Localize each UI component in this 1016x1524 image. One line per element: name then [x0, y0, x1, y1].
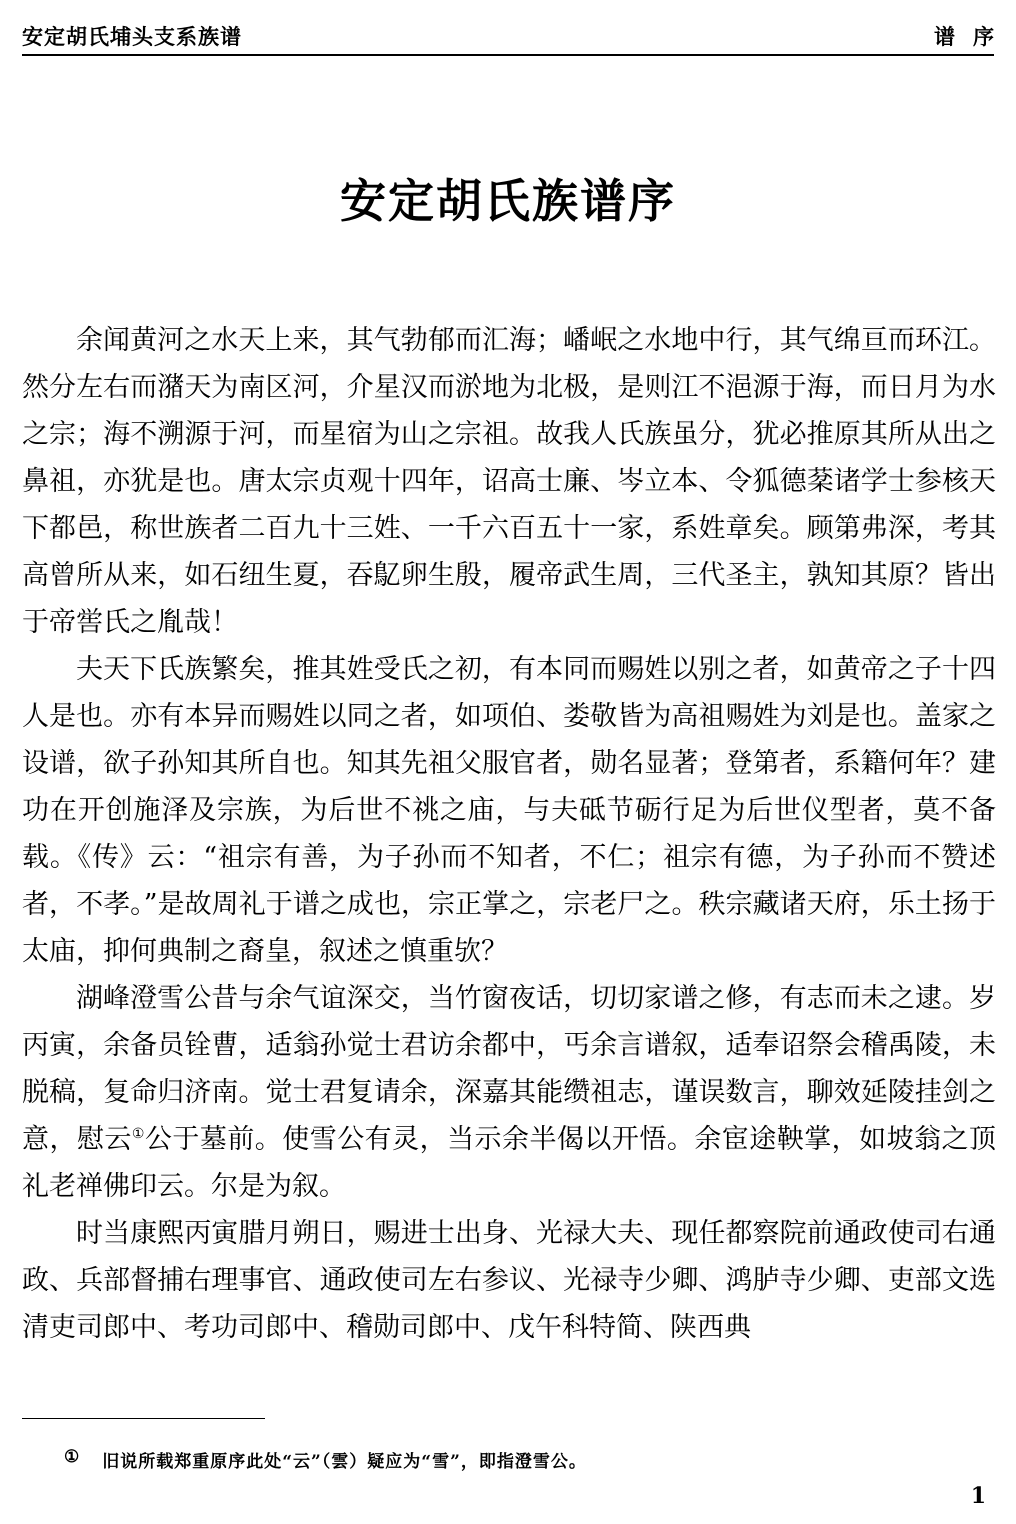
- header-book-title: 安定胡氏埔头支系族谱: [22, 24, 242, 49]
- paragraph-3-text-after: 公于墓前。使雪公有灵，当示余半偈以开悟。余宦途鞅掌，如坡翁之顶礼老禅佛印云。尔是为叙。: [22, 1124, 997, 1202]
- footnote-text: 旧说所载郑重原序此处“云”（雲）疑应为“雪”，即指澄雪公。: [102, 1452, 587, 1472]
- footnote-divider: [22, 1418, 265, 1419]
- preface-body: [22, 317, 996, 1351]
- paragraph-4: 时当康熙丙寅腊月朔日，赐进士出身、光禄大夫、现任都察院前通政使司右通政、兵部督捕右理事官、通政使司左右参议、光禄寺少卿、鸿胪寺少卿、吏部文选清吏司郎中、考功司郎中、稽勋司郎中、戊午科特简、陕西典: [22, 1218, 996, 1343]
- running-header: [22, 18, 1012, 56]
- paragraph-2: 夫天下氏族繁矣，推其姓受氏之初，有本同而赐姓以别之者，如黄帝之子十四人是也。亦有本异而赐姓以同之者，如项伯、娄敬皆为高祖赐姓为刘是也。盖家之设谱，欲子孙知其所自也。知其先祖父服官者，勋名显著；登第者，系籍何年？建功在开创施泽及宗族，为后世不祧之庙，与夫砥节砺行足为后世仪型者，莫不备载。《传》云：“祖宗有善，为子孙而不知者，不仁；祖宗有德，为子孙而不赞述者，不孝。”是故周礼于谱之成也，宗正掌之，宗老尸之。秩宗藏诸天府，乐土扬于太庙，抑何典制之裔皇，叙述之慎重欤？: [22, 654, 996, 967]
- paragraph-1: 余闻黄河之水天上来，其气勃郁而汇海；嶓岷之水地中行，其气绵亘而环江。然分左右而潴天为南区河，介星汉而淤地为北极，是则江不浥源于海，而日月为水之宗；海不溯源于河，而星宿为山之宗祖。故我人氏族虽分，犹必推原其所从出之鼻祖，亦犹是也。唐太宗贞观十四年，诏高士廉、岑立本、令狐德棻诸学士参核天下都邑，称世族者二百九十三姓、一千六百五十一家，系姓章矣。顾第弗深，考其高曾所从来，如石纽生夏，吞鳦卵生殷，履帝武生周，三代圣主，孰知其原？皆出于帝喾氏之胤哉！: [22, 325, 996, 638]
- footnote-reference: ①: [131, 1126, 145, 1142]
- paragraph-3-text-before: 湖峰澄雪公昔与余气谊深交，当竹窗夜话，切切家谱之修，有志而未之逮。岁丙寅，余备员铨曹，适翁孙觉士君访余都中，丐余言谱叙，适奉诏祭会稽禹陵，未脱稿，复命归济南。觉士君复请余，深嘉其能缵祖志，谨误数言，聊效延陵挂剑之意，慰云: [22, 983, 996, 1155]
- header-section-title: 谱序: [934, 24, 1012, 49]
- paragraph-3: [22, 975, 996, 1210]
- page-number: 1: [970, 1483, 986, 1509]
- footnote-mark: ①: [64, 1447, 81, 1467]
- page-title: 安定胡氏族谱序: [340, 174, 676, 228]
- footnote: [64, 1447, 964, 1472]
